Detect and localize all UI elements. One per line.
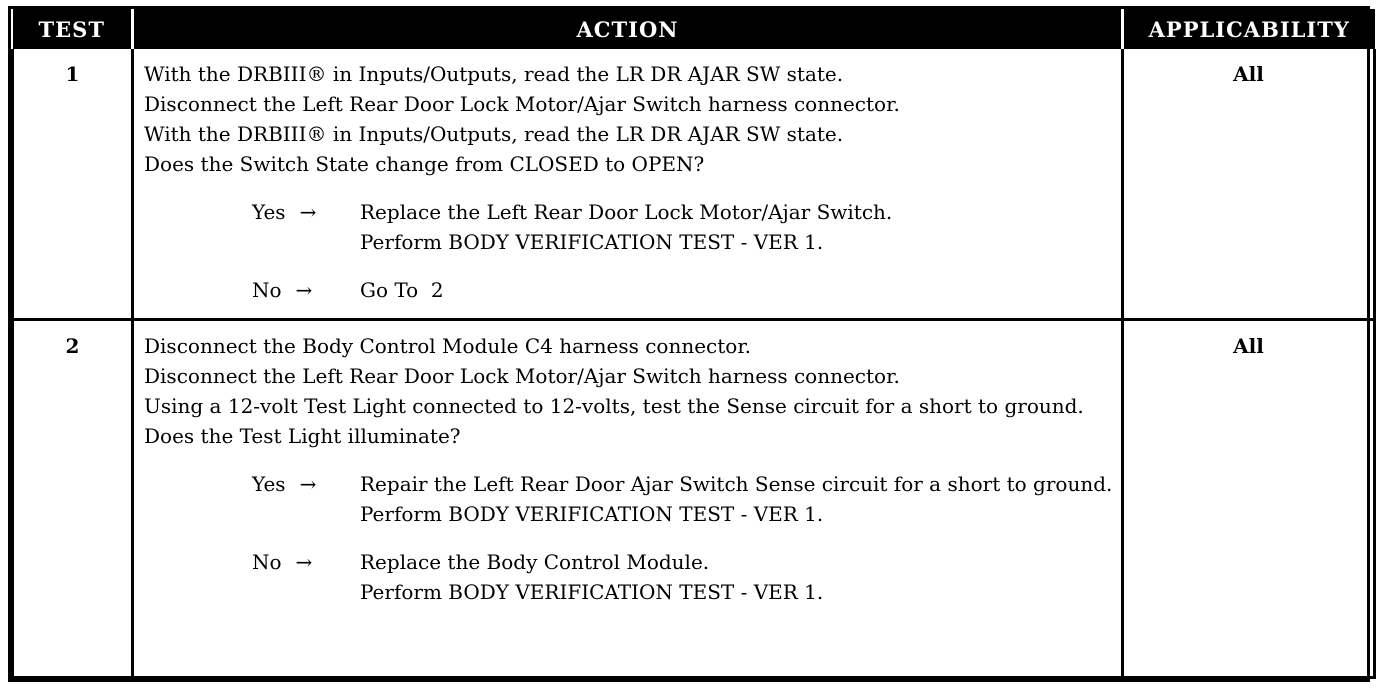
result-line: Repair the Left Rear Door Ajar Switch Sense circuit for a short to ground. — [360, 471, 1113, 496]
no-label: No — [252, 278, 282, 302]
result-line: Perform BODY VERIFICATION TEST - VER 1. — [360, 579, 824, 604]
step-line: Disconnect the Left Rear Door Lock Motor/Ajar Switch harness connector. — [144, 363, 900, 388]
applicability-cell: All — [1123, 49, 1375, 319]
right-arrow-icon: → — [299, 471, 317, 496]
header-applicability: APPLICABILITY — [1123, 9, 1375, 49]
result-line: Go To 2 — [360, 278, 444, 302]
header-test: TEST — [13, 9, 133, 49]
no-result — [360, 275, 1115, 305]
yes-result — [360, 469, 1115, 529]
right-arrow-icon: → — [299, 200, 317, 224]
test-row-1 — [13, 49, 1375, 319]
action-cell — [133, 319, 1123, 678]
action-steps — [144, 59, 1115, 179]
no-result — [360, 547, 1115, 607]
step-line: Disconnect the Left Rear Door Lock Motor/Ajar Switch harness connector. — [144, 92, 900, 116]
header-row — [13, 9, 1375, 49]
no-answer — [144, 275, 1115, 305]
diagnostic-table — [11, 9, 1376, 679]
yes-label: Yes — [252, 200, 286, 224]
diagnostic-table-page — [8, 6, 1370, 682]
action-cell — [133, 49, 1123, 319]
test-number: 2 — [13, 319, 133, 678]
yes-label: Yes — [252, 471, 286, 496]
yes-answer — [144, 469, 1115, 529]
result-line: Replace the Left Rear Door Lock Motor/Ajar Switch. — [360, 200, 893, 224]
step-line: Using a 12-volt Test Light connected to 12-volts, test the Sense circuit for a short to ground. — [144, 393, 1084, 418]
result-line: Replace the Body Control Module. — [360, 549, 710, 574]
yes-result — [360, 197, 1115, 257]
action-steps — [144, 331, 1115, 451]
no-label: No — [252, 549, 282, 574]
result-line: Perform BODY VERIFICATION TEST - VER 1. — [360, 230, 824, 254]
header-action: ACTION — [133, 9, 1123, 49]
result-line: Perform BODY VERIFICATION TEST - VER 1. — [360, 501, 824, 526]
step-line: Does the Switch State change from CLOSED to OPEN? — [144, 152, 705, 176]
right-arrow-icon: → — [295, 278, 313, 302]
yes-answer — [144, 197, 1115, 257]
step-line: Disconnect the Body Control Module C4 harness connector. — [144, 333, 752, 358]
step-line: With the DRBIII® in Inputs/Outputs, read the LR DR AJAR SW state. — [144, 122, 844, 146]
step-line: With the DRBIII® in Inputs/Outputs, read the LR DR AJAR SW state. — [144, 62, 844, 86]
applicability-cell: All — [1123, 319, 1375, 678]
right-arrow-icon: → — [295, 549, 313, 574]
test-row-2 — [13, 319, 1375, 678]
test-number: 1 — [13, 49, 133, 319]
step-line: Does the Test Light illuminate? — [144, 423, 461, 448]
no-answer — [144, 547, 1115, 607]
